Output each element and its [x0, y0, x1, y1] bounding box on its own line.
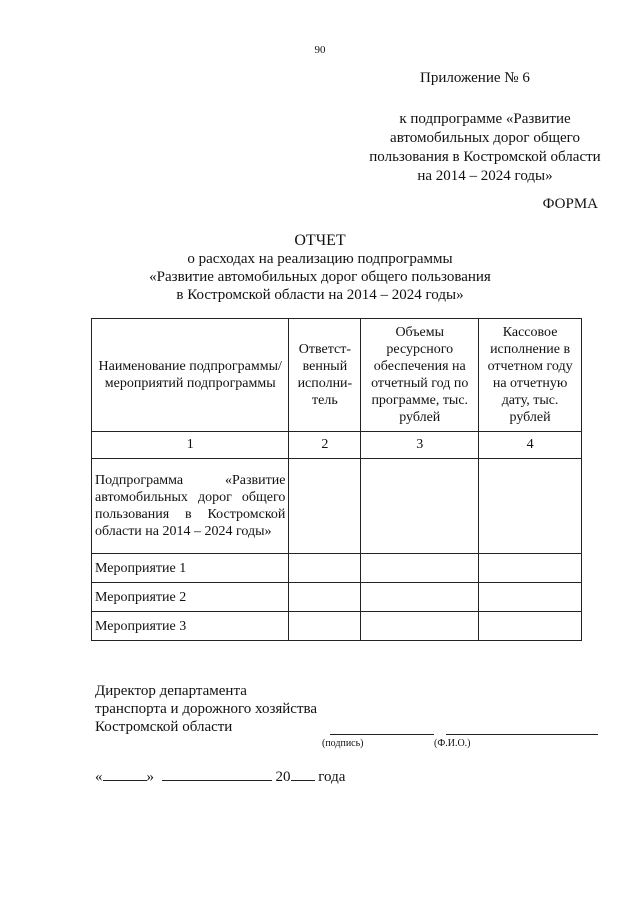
table-row	[92, 554, 582, 583]
empty-cell	[361, 583, 479, 612]
report-subtitle	[0, 250, 640, 304]
table-header-row	[92, 319, 582, 432]
year-blank	[291, 766, 315, 781]
table-row	[92, 612, 582, 641]
subtitle-line: в Костромской области на 2014 – 2024 годы»	[176, 287, 464, 303]
annex-line: на 2014 – 2024 годы»	[417, 168, 553, 184]
empty-cell	[479, 459, 582, 554]
table-column-numbers-row	[92, 432, 582, 459]
date-open-quote: «	[95, 769, 103, 785]
annex-subtitle	[340, 110, 630, 186]
empty-cell	[289, 583, 361, 612]
subtitle-line: «Развитие автомобильных дорог общего пользования	[149, 269, 491, 285]
signature-line-text: Костромской области	[95, 719, 233, 735]
signature-block	[95, 682, 317, 736]
table-row	[92, 583, 582, 612]
report-title: ОТЧЕТ	[294, 232, 346, 249]
column-number: 2	[289, 432, 361, 459]
annex-line: к подпрограмме «Развитие	[399, 111, 571, 127]
empty-cell	[479, 583, 582, 612]
page-number: 90	[314, 44, 326, 56]
date-close-quote: »	[146, 769, 154, 785]
empty-cell	[479, 612, 582, 641]
column-number: 3	[361, 432, 479, 459]
empty-cell	[361, 459, 479, 554]
signature-line-text: транспорта и дорожного хозяйства	[95, 701, 318, 717]
header-responsible: Ответст-венный исполни-тель	[289, 319, 361, 432]
day-blank	[103, 766, 147, 781]
signature-blank	[330, 734, 434, 735]
year-suffix: года	[318, 769, 346, 785]
form-label: ФОРМА	[542, 196, 598, 212]
column-number: 1	[92, 432, 289, 459]
annex-title: Приложение № 6	[420, 70, 530, 86]
name-caption: (Ф.И.О.)	[434, 738, 471, 749]
annex-line: автомобильных дорог общего	[390, 130, 580, 146]
empty-cell	[289, 554, 361, 583]
report-table	[91, 318, 582, 641]
empty-cell	[361, 554, 479, 583]
table-row	[92, 459, 582, 554]
year-prefix: 20	[275, 769, 291, 785]
month-blank	[162, 766, 272, 781]
signature-line-text: Директор департамента	[95, 683, 247, 699]
column-number: 4	[479, 432, 582, 459]
signature-caption: (подпись)	[322, 738, 364, 749]
subtitle-line: о расходах на реализацию подпрограммы	[187, 251, 453, 267]
empty-cell	[361, 612, 479, 641]
header-planned-volume: Объемы ресурсного обеспечения на отчетный год по программе, тыс. рублей	[361, 319, 479, 432]
name-blank	[446, 734, 598, 735]
row-name-activity-1: Мероприятие 1	[92, 554, 289, 583]
date-line	[95, 766, 345, 786]
row-name-subprogram: Подпрограмма «Развитие автомобильных дорог общего пользования в Костромской области на 2014 – 2024 годы»	[92, 459, 289, 554]
empty-cell	[289, 612, 361, 641]
row-name-activity-3: Мероприятие 3	[92, 612, 289, 641]
empty-cell	[289, 459, 361, 554]
annex-line: пользования в Костромской области	[369, 149, 601, 165]
empty-cell	[479, 554, 582, 583]
row-name-activity-2: Мероприятие 2	[92, 583, 289, 612]
header-name: Наименование подпрограммы/мероприятий подпрограммы	[92, 319, 289, 432]
header-cash-execution: Кассовое исполнение в отчетном году на отчетную дату, тыс. рублей	[479, 319, 582, 432]
